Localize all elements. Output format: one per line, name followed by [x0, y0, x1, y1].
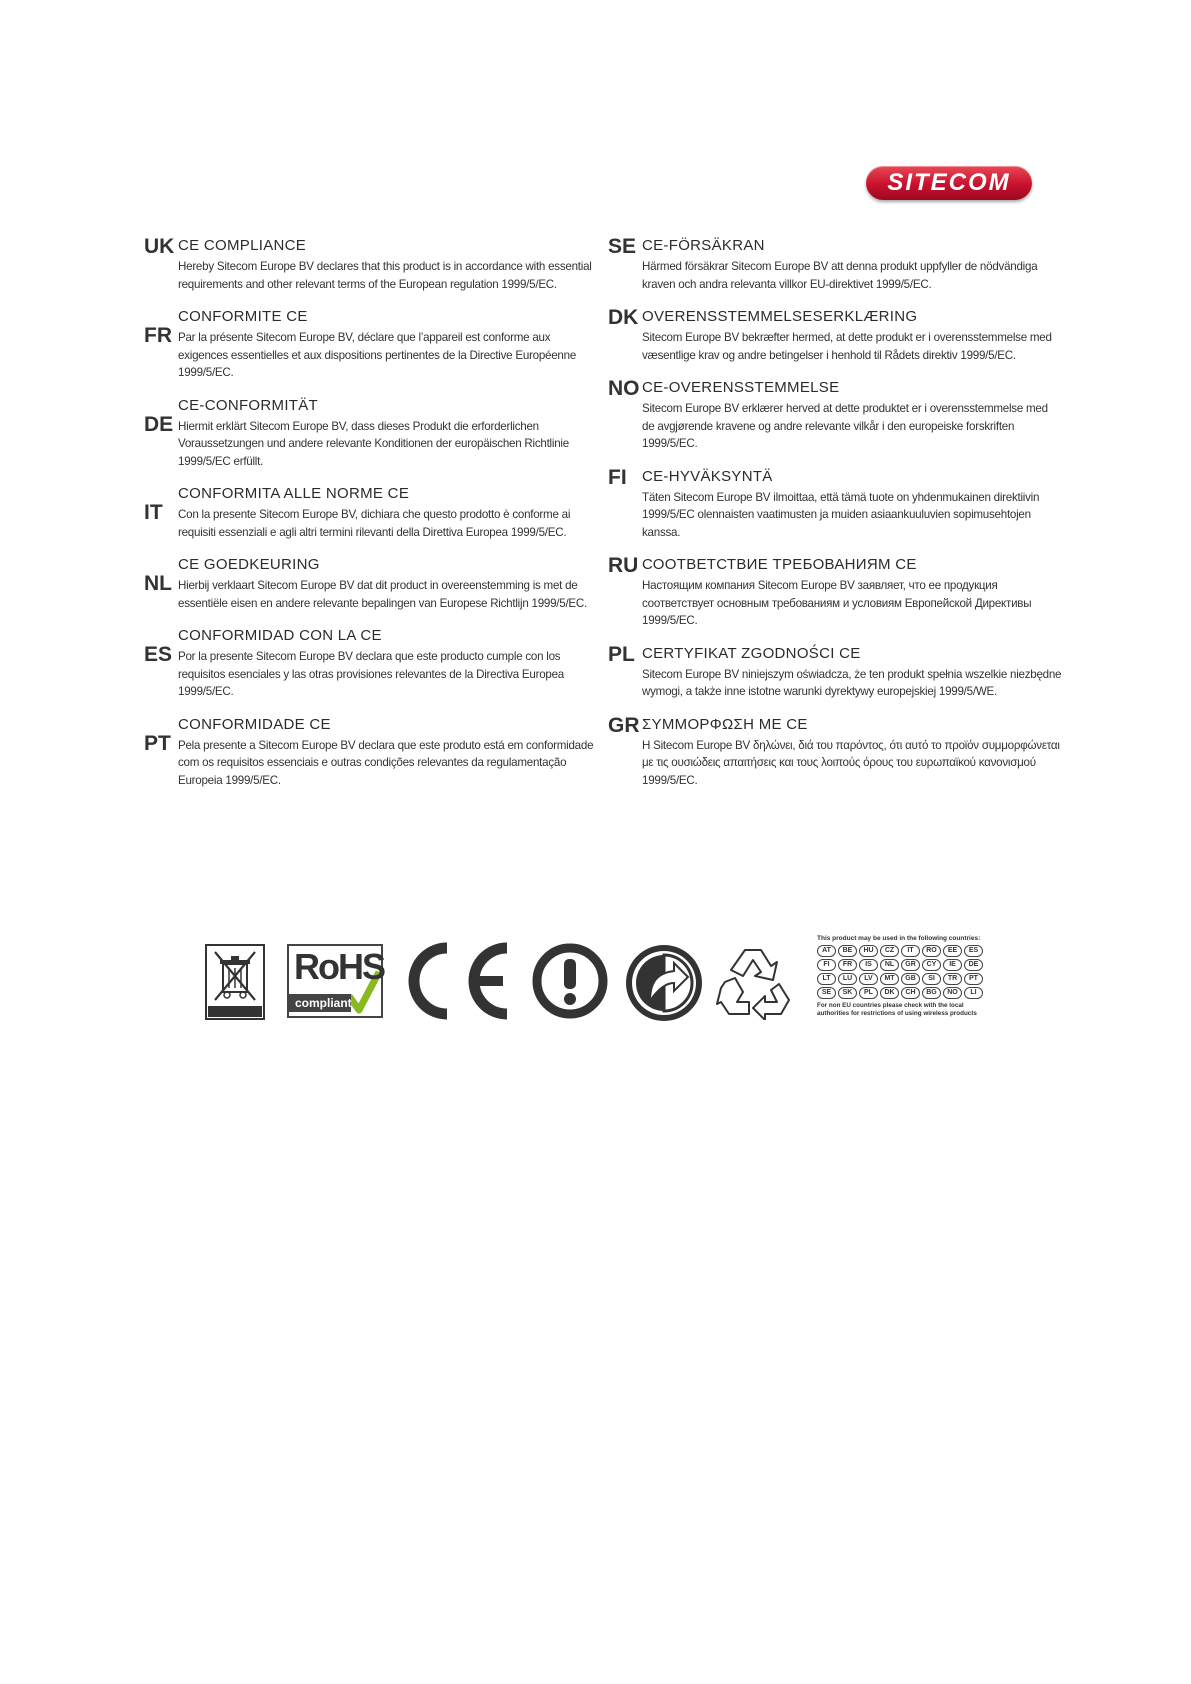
section-uk [144, 236, 594, 293]
country-chip: LV [859, 973, 878, 985]
section-title: СООТВЕТСТВИЕ ТРЕБОВАНИЯМ CE [642, 556, 917, 573]
country-chip: BG [922, 987, 941, 999]
sitecom-logo [866, 166, 1032, 200]
ce-mark-icon [403, 942, 515, 1020]
section-fi [608, 467, 1063, 542]
countries-header: This product may be used in the following countries: [817, 935, 981, 942]
country-chip: NO [943, 987, 962, 999]
section-gr [608, 715, 1063, 790]
section-title: CONFORMIDADE CE [178, 715, 331, 733]
language-code: IT [144, 501, 163, 524]
country-chip: FI [817, 959, 836, 971]
section-body: Hierbij verklaart Sitecom Europe BV dat dit product in overeenstemming is met de essentiële eisen en andere relevante bepalingen van Europese Richtlijn 1999/5/EC. [178, 579, 588, 610]
country-chip: CH [901, 987, 920, 999]
crossed-bin-icon [205, 944, 265, 1020]
section-se [608, 236, 1063, 293]
compliance-column-right [608, 236, 1063, 789]
compliance-column-left [144, 236, 594, 789]
language-code: UK [144, 235, 175, 258]
section-es [144, 626, 594, 701]
section-title: CE-CONFORMITÄT [178, 396, 319, 414]
country-chip: ES [964, 945, 983, 957]
section-body: Sitecom Europe BV niniejszym oświadcza, że ten produkt spełnia wszelkie niezbędne wymogi, a także inne istotne warunki dyrektywy europejskiej 1999/5/WE. [642, 667, 1062, 698]
country-chip: MT [880, 973, 899, 985]
country-chip: DK [880, 987, 899, 999]
country-chip: GR [901, 959, 920, 971]
section-body: Täten Sitecom Europe BV ilmoittaa, että tämä tuote on yhdenmukainen direktiivin 1999/5/EC olennaisten vaatimusten ja muiden asiaankuuluvien sopimusehtojen kanssa. [642, 490, 1040, 539]
section-body: Por la presente Sitecom Europe BV declara que este producto cumple con los requisitos esenciales y las otras provisiones relevantes de la Directiva Europea 1999/5/EC. [178, 650, 564, 698]
country-chip: IE [943, 959, 962, 971]
country-chip: SI [922, 973, 941, 985]
section-it [144, 484, 594, 541]
country-chip: CY [922, 959, 941, 971]
rohs-title: RoHS [294, 946, 384, 987]
section-body: Η Sitecom Europe BV δηλώνει, διά του παρόντος, ότι αυτό το προϊόν συμμορφώνεται με τις ουσιώδεις απαιτήσεις και τους λοιπούς όρους του ευρωπαϊκού κανονισμού 1999/5/EC. [642, 738, 1060, 787]
country-chip: AT [817, 945, 836, 957]
section-title: CE-HYVÄKSYNTÄ [642, 467, 773, 485]
country-chip: SK [838, 987, 857, 999]
logo-text: SITECOM [887, 169, 1011, 196]
section-title: OVERENSSTEMMELSESERKLÆRING [642, 308, 918, 325]
language-code: PT [144, 731, 171, 755]
rohs-subtitle: compliant [295, 996, 352, 1010]
section-title: ΣΥΜΜΟΡΦΩΣΗ ΜΕ CE [642, 715, 808, 733]
section-no [608, 378, 1063, 453]
country-chip: DE [964, 959, 983, 971]
country-chip: SE [817, 987, 836, 999]
language-code: NL [144, 572, 172, 595]
section-body: Настоящим компания Sitecom Europe BV заявляет, что ее продукция соответствует основным требованиям и условиям Европейской Директивы 1999/5/EC. [642, 579, 1032, 627]
section-title: CONFORMITE CE [178, 308, 308, 325]
section-body: Sitecom Europe BV bekræfter hermed, at dette produkt er i overensstemmelse med væsentlige krav og andre betingelser i henhold til Rådets direktiv 1999/5/EC. [642, 331, 1052, 362]
country-chip: NL [880, 959, 899, 971]
country-chip: EE [943, 945, 962, 957]
country-chip: BE [838, 945, 857, 957]
section-body: Par la présente Sitecom Europe BV, déclare que l’appareil est conforme aux exigences essentielles et aux dispositions pertinentes de la Directive Européenne 1999/5/EC. [178, 331, 577, 379]
section-body: Härmed försäkrar Sitecom Europe BV att denna produkt uppfyller de nödvändiga kraven och andra relevanta villkor EU-direktivet 1999/5/EC. [642, 260, 1038, 291]
section-body: Sitecom Europe BV erklærer herved at dette produktet er i overensstemmelse med de avgjørende kravene og andre relevante vilkår i den europeiske forskriften 1999/5/EC. [642, 402, 1048, 450]
country-chip: TR [943, 973, 962, 985]
section-title: CE COMPLIANCE [178, 237, 307, 254]
section-ru [608, 555, 1063, 630]
country-chip: CZ [880, 945, 899, 957]
section-nl [144, 555, 594, 612]
country-chip: GB [901, 973, 920, 985]
language-code: NO [608, 377, 640, 400]
section-body: Pela presente a Sitecom Europe BV declara que este produto está em conformidade com os requisitos essenciais e outras condições relevantes da regulamentação Europeia 1999/5/EC. [178, 738, 594, 787]
language-code: RU [608, 554, 639, 577]
language-code: GR [608, 713, 640, 737]
countries-grid [817, 945, 997, 999]
country-chip: IS [859, 959, 878, 971]
section-title: CONFORMIDAD CON LA CE [178, 627, 382, 644]
country-chip: RO [922, 945, 941, 957]
language-code: FI [608, 465, 627, 489]
section-body: Hiermit erklärt Sitecom Europe BV, dass dieses Produkt die erforderlichen Voraussetzungen und andere relevante Konditionen der europäischen Richtlinie 1999/5/EC erfüllt. [178, 419, 569, 468]
country-chip: LU [838, 973, 857, 985]
section-title: CE-OVERENSSTEMMELSE [642, 379, 840, 396]
country-chip: PL [859, 987, 878, 999]
section-body: Con la presente Sitecom Europe BV, dichiara che questo prodotto è conforme ai requisiti essenziali e agli altri termini rilevanti della Direttiva Europea 1999/5/EC. [178, 508, 571, 539]
country-chip: HU [859, 945, 878, 957]
section-title: CERTYFIKAT ZGODNOŚCI CE [642, 644, 861, 662]
language-code: DE [144, 412, 174, 436]
language-code: PL [608, 642, 635, 666]
section-dk [608, 307, 1063, 364]
language-code: FR [144, 324, 172, 347]
section-pt [144, 715, 594, 790]
language-code: DK [608, 306, 639, 329]
language-code: SE [608, 235, 637, 258]
section-title: CE-FÖRSÄKRAN [642, 237, 765, 254]
country-chip: LI [964, 987, 983, 999]
section-fr [144, 307, 594, 382]
country-chip: LT [817, 973, 836, 985]
country-chip: PT [964, 973, 983, 985]
country-chip: IT [901, 945, 920, 957]
section-title: CE GOEDKEURING [178, 556, 320, 573]
language-code: ES [144, 643, 173, 666]
green-dot-icon [624, 943, 704, 1023]
countries-footer: For non EU countries please check with the local authorities for restrictions of using wireless products [817, 1002, 977, 1017]
section-body: Hereby Sitecom Europe BV declares that this product is in accordance with essential requirements and other relevant terms of the European regulation 1999/5/EC. [178, 260, 592, 291]
exclamation-circle-icon [532, 943, 608, 1019]
section-de [144, 396, 594, 471]
certification-icons [0, 935, 1191, 1030]
section-title: CONFORMITA ALLE NORME CE [178, 485, 410, 502]
recycle-icon [715, 942, 795, 1020]
country-chip: FR [838, 959, 857, 971]
countries-block [817, 935, 997, 1018]
rohs-compliant-badge [287, 944, 383, 1018]
section-pl [608, 644, 1063, 701]
